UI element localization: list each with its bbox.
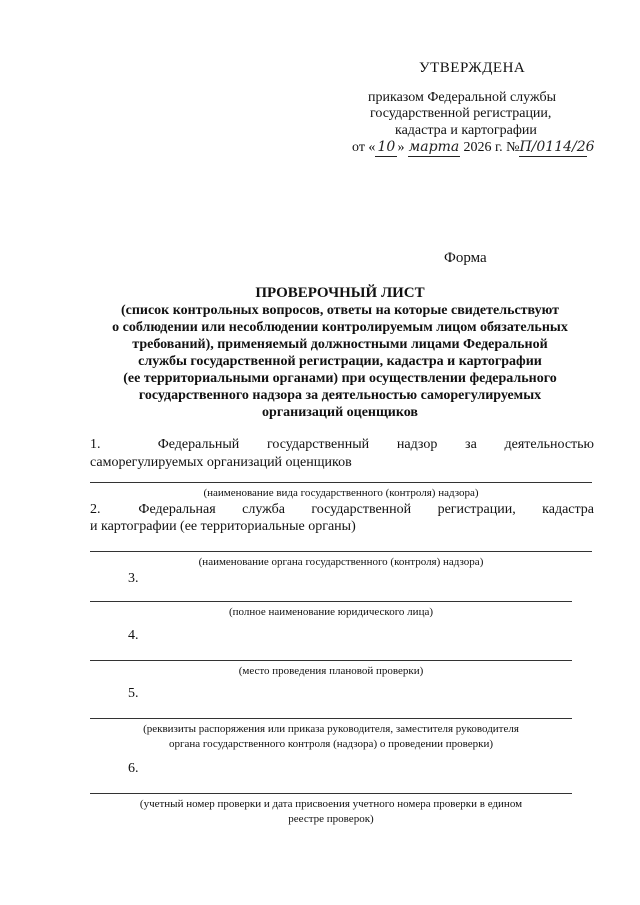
item-3-rule xyxy=(90,601,572,602)
item-5-number: 5. xyxy=(128,686,139,701)
heading-line: требований), применяемый должностными лицами Федеральной xyxy=(132,337,548,352)
heading-line: службы государственной регистрации, кадастра и картографии xyxy=(138,354,542,369)
item-3-number: 3. xyxy=(128,571,139,586)
item-1-text-a xyxy=(90,436,594,454)
approval-year: 2026 г. № xyxy=(463,140,520,155)
approval-line-3: кадастра и картографии xyxy=(395,123,537,138)
item-5-caption-a: (реквизиты распоряжения или приказа руководителя, заместителя руководителя xyxy=(143,723,519,735)
item-2-value-a: Федеральная служба государственной регистрации, кадастра xyxy=(138,502,594,517)
approval-date-line xyxy=(352,139,595,157)
item-4-rule xyxy=(90,660,572,661)
item-6-rule xyxy=(90,793,572,794)
item-6-caption-a: (учетный номер проверки и дата присвоения учетного номера проверки в едином xyxy=(139,798,523,810)
approval-line-2: государственной регистрации, xyxy=(370,106,552,121)
item-2-value-b: и картографии (ее территориальные органы) xyxy=(90,519,356,534)
item-4-number: 4. xyxy=(128,628,139,643)
item-2-number: 2. xyxy=(90,502,101,517)
document-heading xyxy=(70,285,610,421)
approval-day: 10 xyxy=(375,139,397,157)
heading-line: государственного надзора за деятельностью саморегулируемых xyxy=(138,388,542,403)
item-1-number: 1. xyxy=(90,437,101,452)
item-1-value-a: Федеральный государственный надзор за деятельностью xyxy=(157,437,594,452)
item-5-caption-b: органа государственного контроля (надзора) о проведении проверки) xyxy=(168,738,494,750)
item-4-caption: (место проведения плановой проверки) xyxy=(238,665,424,677)
approval-from: от « xyxy=(352,140,376,155)
item-1-rule xyxy=(90,482,592,483)
form-label: Форма xyxy=(444,250,487,266)
heading-line: о соблюдении или несоблюдении контролируемым лицом обязательных xyxy=(112,320,568,335)
heading-line: организаций оценщиков xyxy=(262,405,418,420)
item-3-caption: (полное наименование юридического лица) xyxy=(228,606,433,618)
item-5-rule xyxy=(90,718,572,719)
heading-line: (список контрольных вопросов, ответы на которые свидетельствуют xyxy=(120,303,560,318)
item-6-caption-b: реестре проверок) xyxy=(288,813,374,825)
approval-number: П/0114/26 xyxy=(519,139,595,155)
item-1-value-b: саморегулируемых организаций оценщиков xyxy=(90,455,352,470)
item-2-rule xyxy=(90,551,592,552)
item-1-caption: (наименование вида государственного (контроля) надзора) xyxy=(203,487,479,499)
heading-title: ПРОВЕРОЧНЫЙ ЛИСТ xyxy=(255,285,425,301)
approval-line-1: приказом Федеральной службы xyxy=(368,90,556,105)
approval-mid: » xyxy=(397,140,405,155)
approval-title: УТВЕРЖДЕНА xyxy=(419,60,526,76)
item-2-caption: (наименование органа государственного (контроля) надзора) xyxy=(198,556,484,568)
approval-month: марта xyxy=(408,139,460,155)
heading-line: (ее территориальными органами) при осуществлении федерального xyxy=(123,371,557,386)
item-6-number: 6. xyxy=(128,761,139,776)
item-2-text-a xyxy=(90,501,594,519)
